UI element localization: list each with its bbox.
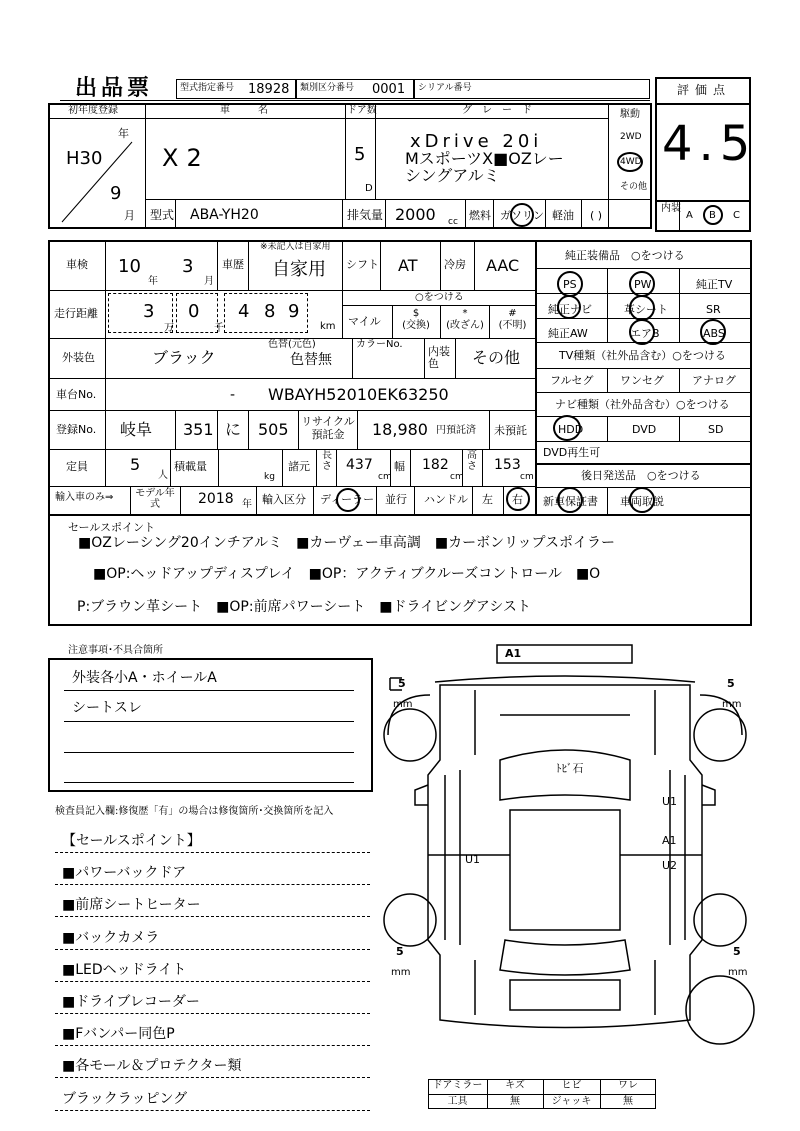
score-value: 4.5	[662, 116, 757, 172]
reg-label: 登録No.	[56, 423, 97, 436]
displacement-label: 排気量	[347, 208, 384, 222]
diagram-mark: ﾄﾋﾞ石	[556, 762, 584, 775]
handle-right: 右	[512, 493, 523, 506]
legend-cell: ジャッキ	[551, 1096, 592, 1107]
grade-line2: MスポーツX■OZレー	[405, 149, 564, 168]
circle-mark	[557, 487, 583, 513]
color-change-label: 色替(元色)	[268, 339, 316, 350]
capacity-label: 定員	[66, 460, 88, 473]
diagram-mark: U1	[662, 795, 678, 808]
recycle-value: 18,980	[372, 420, 428, 439]
equipment-tv: 純正TV	[696, 278, 733, 291]
interior-grade-b: B	[709, 210, 716, 221]
first-reg-year: H30	[66, 148, 103, 169]
grade-line3: シングアルミ	[405, 166, 500, 185]
first-reg-label: 初年度登録	[68, 105, 118, 116]
equipment-title: 純正装備品 ○をつける	[565, 249, 685, 262]
equipment-abs: ABS	[703, 327, 725, 340]
mileage-altered: * (改ざん)	[446, 308, 484, 331]
doors-label: ドア数	[347, 105, 377, 116]
inspector-line: ■LEDヘッドライト	[62, 962, 187, 978]
inspector-line: ■各モール＆プロテクター類	[62, 1058, 242, 1074]
ac-value: AAC	[486, 256, 520, 275]
drive-4wd: 4WD	[620, 157, 642, 167]
circle-mark	[629, 319, 655, 345]
fuel-diesel: 軽油	[552, 209, 574, 222]
score-label: 評価点	[677, 83, 732, 97]
equipment-navi: 純正ナビ	[548, 303, 592, 316]
dims-label: 諸元	[288, 460, 310, 473]
interior-label: 内装	[661, 203, 681, 214]
interior-grade-a: A	[686, 210, 693, 221]
equipment-airbag: エアB	[630, 327, 660, 340]
capacity-unit: 人	[158, 470, 168, 481]
drive-label: 駆動	[620, 109, 640, 120]
width-label: 幅	[394, 460, 405, 473]
interior-color-label: 内装色	[428, 345, 450, 371]
tv-oneseg: ワンセグ	[620, 374, 664, 387]
recycle-unit: 円預託済	[436, 425, 476, 436]
fuel-gasoline: ガソリン	[500, 209, 544, 222]
inspector-line: ■パワーバックドア	[62, 865, 187, 881]
recycle-status: 未預託	[494, 424, 527, 437]
first-reg-month: 9	[110, 183, 122, 204]
circle-mark	[703, 205, 723, 225]
reg-place: 岐阜	[120, 420, 153, 439]
model-year-value: 2018	[198, 491, 234, 507]
docs-title: 後日発送品 ○をつける	[581, 469, 701, 482]
cm-unit: cm	[450, 472, 464, 482]
circle-mark	[510, 203, 534, 227]
diagram-mark: U2	[662, 859, 678, 872]
height-value: 153	[494, 457, 521, 473]
tread-unit: mm	[722, 699, 742, 710]
serial-label: シリアル番号	[418, 83, 472, 93]
shift-value: AT	[398, 256, 418, 275]
interior-grade-c: C	[733, 210, 740, 221]
recycle-label: リサイクル預託金	[301, 415, 355, 441]
notes-line: シートスレ	[72, 700, 142, 716]
circle-mark	[617, 152, 643, 172]
exterior-color-label: 外装色	[62, 351, 95, 364]
car-name-value: X2	[162, 144, 210, 172]
circle-mark	[629, 487, 655, 513]
inspector-line: ■ドライブレコーダー	[62, 994, 200, 1010]
model-year-unit: 年	[242, 499, 252, 510]
diagram-mark: A1	[505, 647, 522, 660]
sales-points-line3: P:ブラウン革シート ■OP:前席パワーシート ■ドライビングアシスト	[77, 599, 531, 615]
tread-unit: mm	[393, 699, 413, 710]
interior-color-value: その他	[472, 348, 521, 367]
mileage-mile: マイル	[348, 315, 381, 328]
history-label: 車歴	[222, 258, 244, 271]
inspection-label: 車検	[66, 258, 88, 271]
history-value: 自家用	[272, 259, 326, 280]
fuel-label: 燃料	[469, 209, 491, 222]
circle-mark	[506, 487, 530, 511]
circle-mark	[557, 271, 583, 297]
legend-cell: 工具	[447, 1096, 468, 1107]
length-label: 長さ	[322, 450, 332, 472]
sales-points-line2: ■OP:ヘッドアップディスプレイ ■OP：アクティブクルーズコントロール ■O	[93, 566, 601, 582]
exterior-color-value: ブラック	[152, 348, 216, 367]
mileage-unit: km	[320, 321, 336, 332]
length-value: 437	[346, 457, 373, 473]
tread-depth: 5	[398, 677, 406, 690]
legend-header: ヒビ	[561, 1080, 582, 1091]
circle-mark	[629, 295, 655, 321]
navi-dvd: DVD	[632, 423, 657, 436]
reg-number: 505	[258, 420, 289, 439]
inspector-line: ■バックカメラ	[62, 930, 160, 946]
fuel-paren: ( )	[590, 209, 603, 222]
mileage-digit: 0	[188, 301, 200, 322]
model-designation-label: 型式指定番号	[180, 83, 235, 93]
type-label: 型式	[150, 208, 175, 222]
mileage-man: 万	[164, 323, 174, 334]
model-designation-value: 18928	[248, 82, 290, 97]
sales-points-line1: ■OZレーシング20インチアルミ ■カーヴェー車高調 ■カーボンリップスポイラー	[78, 535, 615, 551]
mileage-digit: 4	[238, 301, 250, 322]
equipment-aw: 純正AW	[548, 327, 588, 340]
ac-label: 冷房	[444, 258, 466, 271]
navi-title: ナビ種類（社外品含む）○をつける	[555, 398, 730, 411]
tv-analog: アナログ	[692, 374, 736, 387]
import-type-label: 輸入区分	[262, 493, 306, 506]
mileage-unknown: # (不明)	[498, 308, 527, 331]
inspection-year: 10	[118, 256, 141, 277]
tread-depth: 5	[733, 945, 741, 958]
circle-mark	[557, 295, 581, 319]
load-unit: kg	[264, 472, 275, 482]
sales-points-label: セールスポイント	[68, 521, 156, 534]
mileage-circle-note: ○をつける	[415, 292, 464, 303]
reg-class: 351	[183, 420, 214, 439]
month-unit: 月	[124, 209, 135, 222]
tv-fullseg: フルセグ	[550, 374, 594, 387]
doors-suffix: D	[365, 183, 373, 194]
chassis-value: WBAYH52010EK63250	[268, 385, 449, 404]
inspector-line: ブラックラッピング	[62, 1091, 188, 1107]
color-no-label: カラーNo.	[356, 339, 403, 350]
grade-line1: xDrive 20i	[410, 131, 543, 152]
tread-depth: 5	[396, 945, 404, 958]
drive-2wd: 2WD	[620, 132, 642, 142]
car-diagram	[380, 640, 760, 1070]
year-unit: 年	[118, 127, 129, 140]
import-label: 輸入車のみ⇒	[55, 492, 114, 503]
import-parallel: 並行	[385, 493, 407, 506]
equipment-pw: PW	[634, 278, 652, 291]
diagram-mark: A1	[662, 834, 677, 847]
history-note: ※未記入は自家用	[260, 242, 331, 252]
navi-hdd: HDD	[558, 423, 584, 436]
car-name-label: 車名	[220, 105, 296, 116]
mileage-sen: 千	[214, 323, 224, 334]
inspector-line: ■Fバンパー同色P	[62, 1026, 175, 1042]
doors-value: 5	[354, 144, 366, 165]
notes-line: 外装各小A・ホイールA	[72, 670, 217, 686]
legend-header: キズ	[505, 1080, 525, 1091]
legend-cell: 無	[510, 1096, 520, 1107]
mileage-digit: 9	[288, 301, 300, 322]
cm-unit: cm	[520, 472, 534, 482]
dvd-label: DVD再生可	[543, 446, 601, 459]
docs-warranty: 新車保証書	[543, 495, 598, 508]
handle-left: 左	[482, 493, 493, 506]
model-year-label: モデル年式	[135, 488, 175, 510]
mileage-digit: 8	[264, 301, 276, 322]
tread-unit: mm	[728, 967, 748, 978]
tv-title: TV種類（社外品含む）○をつける	[559, 349, 726, 362]
chassis-dash: -	[230, 387, 236, 403]
tread-unit: mm	[391, 967, 411, 978]
docs-manual: 車両取説	[620, 495, 664, 508]
notes-label: 注意事項･不具合箇所	[68, 645, 163, 656]
width-value: 182	[422, 457, 449, 473]
inspection-month: 3	[182, 256, 194, 277]
handle-label: ハンドル	[424, 493, 468, 506]
chassis-label: 車台No.	[56, 388, 97, 401]
circle-mark	[629, 271, 655, 297]
category-value: 0001	[372, 82, 406, 97]
legend-header: ワレ	[618, 1080, 638, 1091]
displacement-value: 2000	[395, 205, 436, 224]
legend-header: ドアミラー	[432, 1080, 483, 1091]
mileage-digit: 3	[143, 301, 155, 322]
inspector-line: ■前席シートヒーター	[62, 897, 201, 913]
legend-cell: 無	[623, 1096, 633, 1107]
circle-mark	[553, 415, 584, 441]
load-label: 積載量	[174, 460, 207, 473]
cm-unit: cm	[378, 472, 392, 482]
equipment-ps: PS	[563, 278, 577, 291]
inspector-label: 検査員記入欄:修復歴「有」の場合は修復箇所･交換箇所を記入	[55, 806, 334, 817]
height-label: 高さ	[467, 450, 477, 472]
capacity-value: 5	[130, 455, 141, 474]
drive-other: その他	[620, 182, 648, 192]
import-dealer: ディーラー	[320, 493, 375, 506]
reg-kana: に	[225, 420, 242, 439]
inspection-year-unit: 年	[148, 276, 158, 287]
shift-label: シフト	[346, 258, 379, 271]
equipment-sr: SR	[706, 303, 721, 316]
grade-label: グレード	[462, 105, 542, 116]
color-change-value: 色替無	[290, 352, 332, 368]
mileage-exchange: $ (交換)	[402, 308, 430, 331]
circle-mark	[336, 488, 360, 512]
equipment-leather: 革シート	[624, 303, 668, 316]
category-label: 類別区分番号	[300, 83, 355, 93]
displacement-unit: cc	[448, 217, 458, 227]
inspection-month-unit: 月	[204, 276, 214, 287]
mileage-label: 走行距離	[54, 307, 98, 320]
tread-depth: 5	[727, 677, 735, 690]
inspector-line: 【セールスポイント】	[62, 833, 201, 849]
circle-mark	[700, 319, 726, 345]
diagram-mark: U1	[465, 853, 481, 866]
type-value: ABA-YH20	[190, 207, 259, 223]
navi-sd: SD	[708, 423, 724, 436]
form-title: 出品票	[75, 76, 154, 101]
